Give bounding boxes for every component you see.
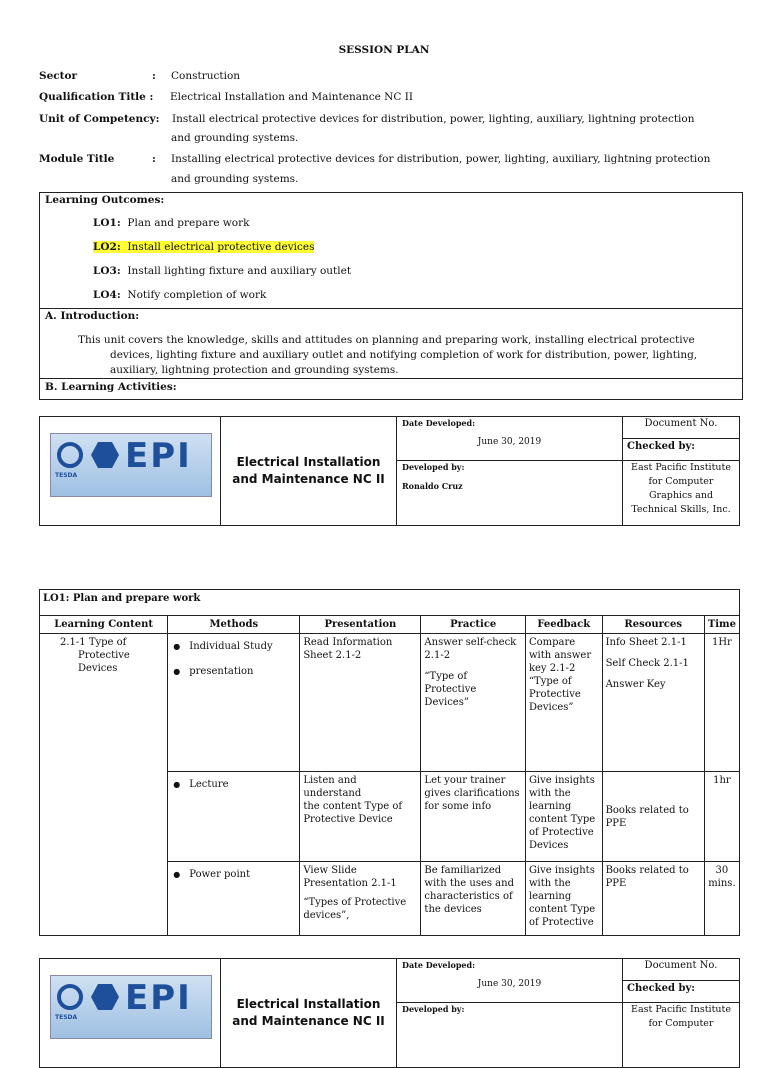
- cell-line: devices”,: [303, 910, 350, 921]
- tesda-text: TESDA: [55, 472, 78, 479]
- unit-value-line1: Install electrical protective devices for distribution, power, lighting, auxiliary, lightning protection: [172, 113, 695, 125]
- qualification-value: Electrical Installation and Maintenance NC II: [170, 91, 414, 103]
- checked-cell: [623, 1003, 740, 1068]
- cell-line: with the: [528, 878, 571, 889]
- cell-line: Be familiarized: [424, 865, 502, 876]
- logo-text: EPI: [125, 436, 192, 476]
- cell-line: Answer self-check: [424, 637, 517, 648]
- date-label: Date Developed:: [402, 418, 476, 428]
- outcome-code: LO2:: [93, 241, 121, 253]
- activities-heading: B. Learning Activities:: [45, 381, 177, 393]
- checked-cell: [623, 461, 740, 526]
- cell-line: learning: [528, 891, 572, 902]
- date-cell: [397, 959, 623, 1003]
- cell-line: of Protective: [528, 827, 594, 838]
- cell-line: mins.: [708, 878, 736, 889]
- cell-line: learning: [528, 801, 572, 812]
- cell-line: characteristics of: [424, 891, 513, 902]
- developer-cell: [397, 1003, 623, 1068]
- doc-no: Document No.: [623, 959, 739, 981]
- resources-cell: [602, 634, 704, 772]
- divider: [40, 378, 742, 379]
- sector-colon: :: [152, 70, 156, 82]
- cell-line: Devices”: [424, 697, 469, 708]
- epi-logo: [50, 975, 212, 1039]
- outcome-text: Plan and prepare work: [127, 217, 250, 229]
- tesda-text: TESDA: [55, 1014, 78, 1021]
- cell-line: Devices: [528, 840, 569, 851]
- presentation-cell: [300, 634, 421, 772]
- cell-line: Let your trainer: [424, 775, 506, 786]
- page-title: SESSION PLAN: [338, 44, 430, 56]
- cell-line: PPE: [605, 817, 627, 829]
- resources-cell: [602, 772, 704, 862]
- cell-line: “Type of Protective: [424, 671, 477, 695]
- sector-value: Construction: [171, 70, 241, 82]
- intro-line2: devices, lighting fixture and auxiliary outlet and notifying completion of work for distribution, power, lighting,: [110, 349, 698, 361]
- outcome-lo3: [93, 265, 351, 277]
- lo-table-title: LO1: Plan and prepare work: [40, 590, 740, 616]
- outcome-code: LO1:: [93, 217, 121, 229]
- outcome-text: Install electrical protective devices: [127, 241, 315, 253]
- cell-line: gives clarifications: [424, 788, 520, 799]
- spacer: [424, 662, 522, 670]
- gear-icon: [57, 442, 83, 468]
- outcome-code: LO3:: [93, 265, 121, 277]
- cell-line: for some info: [424, 801, 492, 812]
- checked-line2: for Computer: [648, 476, 714, 487]
- course-cell: [221, 417, 397, 526]
- checked-label: Checked by:: [627, 441, 695, 452]
- intro-heading: A. Introduction:: [45, 310, 140, 322]
- checked-line4: Technical Skills, Inc.: [631, 504, 731, 515]
- cell-line: Self Check 2.1-1: [605, 658, 689, 669]
- doc-no: Document No.: [623, 417, 739, 439]
- cell-line: 2.1-2: [424, 650, 451, 661]
- col-header: Methods: [168, 616, 300, 634]
- doc-header-block: [39, 416, 740, 526]
- cell-line: the content Type of: [303, 801, 403, 812]
- module-value-line2: and grounding systems.: [171, 173, 299, 185]
- checked-line1: East Pacific Institute: [631, 1004, 731, 1015]
- cell-line: of Protective: [528, 917, 594, 928]
- course-line2: and Maintenance NC II: [232, 1014, 385, 1028]
- content-line: Devices: [78, 663, 118, 674]
- method-item: ● Power point: [171, 868, 296, 881]
- cell-line: Give insights: [528, 865, 595, 876]
- cell-line: content Type: [528, 904, 596, 915]
- cell-line: Read Information: [303, 637, 393, 648]
- checked-line3: Graphics and: [648, 490, 714, 501]
- col-header: Time: [704, 616, 739, 634]
- cell-line: key 2.1-2: [528, 663, 576, 674]
- practice-cell: [421, 862, 526, 936]
- date-cell: [397, 417, 623, 461]
- cell-line: Listen and understand: [303, 775, 362, 799]
- cell-line: the devices: [424, 904, 482, 915]
- cell-line: View Slide: [303, 865, 357, 876]
- checked-line1: East Pacific Institute: [631, 462, 731, 473]
- outcome-code: LO4:: [93, 289, 121, 301]
- hexagon-icon: [91, 442, 119, 468]
- cell-line: PPE: [605, 878, 627, 889]
- cell-line: Compare: [528, 637, 576, 648]
- content-line: Protective: [78, 650, 130, 661]
- cell-line: Books related to: [605, 865, 689, 876]
- method-item: ● presentation: [171, 665, 296, 678]
- outcomes-heading: Learning Outcomes:: [45, 194, 165, 206]
- cell-line: with the: [528, 788, 571, 799]
- checked-line2: for Computer: [648, 1018, 714, 1029]
- feedback-cell: [525, 634, 602, 772]
- cell-line: Info Sheet 2.1-1: [605, 637, 687, 648]
- col-header: Practice: [421, 616, 526, 634]
- methods-cell: [168, 862, 300, 936]
- outcomes-intro-box: [39, 192, 743, 400]
- module-colon: :: [152, 153, 156, 165]
- sector-label: Sector: [39, 70, 78, 82]
- presentation-cell: [300, 862, 421, 936]
- time-cell: 1Hr: [704, 634, 739, 772]
- module-value-line1: Installing electrical protective devices for distribution, power, lighting, auxiliary, lightning protection: [171, 153, 711, 165]
- cell-line: Presentation 2.1-1: [303, 878, 397, 889]
- logo-cell: [40, 417, 221, 526]
- lo-table: [39, 589, 740, 936]
- feedback-cell: [525, 862, 602, 936]
- time-cell: [704, 862, 739, 936]
- resources-cell: [602, 862, 704, 936]
- divider: [40, 308, 742, 309]
- cell-line: Protective Device: [303, 814, 393, 825]
- time-cell: 1hr: [704, 772, 739, 862]
- cell-line: “Type of: [528, 676, 572, 687]
- cell-line: Protective: [528, 689, 581, 700]
- qualification-label: Qualification Title :: [39, 91, 154, 103]
- module-label: Module Title: [39, 153, 115, 165]
- cell-line: with answer: [528, 650, 592, 661]
- logo-text: EPI: [125, 978, 192, 1018]
- intro-line3: auxiliary, lightning protection and grounding systems.: [110, 364, 399, 376]
- checked-label: Checked by:: [627, 983, 695, 994]
- logo-cell: [40, 959, 221, 1068]
- course-cell: [221, 959, 397, 1068]
- col-header: Resources: [602, 616, 704, 634]
- date-value: June 30, 2019: [477, 979, 542, 989]
- practice-cell: [421, 634, 526, 772]
- course-line1: Electrical Installation: [236, 455, 381, 469]
- unit-label: Unit of Competency:: [39, 113, 160, 125]
- cell-line: Sheet 2.1-2: [303, 650, 362, 661]
- date-value: June 30, 2019: [477, 437, 542, 447]
- cell-line: Books related to: [605, 804, 689, 816]
- col-header: Feedback: [525, 616, 602, 634]
- cell-line: Devices”: [528, 702, 574, 713]
- course-line1: Electrical Installation: [236, 997, 381, 1011]
- doc-header-block-2: [39, 958, 740, 1068]
- outcome-text: Install lighting fixture and auxiliary outlet: [127, 265, 352, 277]
- gear-icon: [57, 984, 83, 1010]
- content-line: 2.1-1 Type of: [60, 637, 127, 648]
- feedback-cell: [525, 772, 602, 862]
- developer-label: Developed by:: [402, 1004, 465, 1014]
- outcome-lo4: [93, 289, 266, 301]
- col-header: Learning Content: [40, 616, 168, 634]
- practice-cell: [421, 772, 526, 862]
- learning-content-cell: [40, 634, 168, 936]
- date-label: Date Developed:: [402, 960, 476, 970]
- developer-value: Ronaldo Cruz: [402, 481, 463, 491]
- cell-line: “Types of Protective: [303, 897, 407, 908]
- cell-line: 30: [715, 865, 729, 876]
- cell-line: with the uses and: [424, 878, 514, 889]
- hexagon-icon: [91, 984, 119, 1010]
- unit-value-line2: and grounding systems.: [171, 132, 299, 144]
- outcome-text: Notify completion of work: [127, 289, 267, 301]
- outcome-lo2: [93, 241, 314, 253]
- cell-line: content Type: [528, 814, 596, 825]
- outcome-lo1: [93, 217, 249, 229]
- method-item: ● Individual Study: [171, 640, 296, 653]
- intro-line1: This unit covers the knowledge, skills and attitudes on planning and preparing work, installing electrical protective: [78, 334, 695, 346]
- developer-cell: [397, 461, 623, 526]
- col-header: Presentation: [300, 616, 421, 634]
- methods-cell: [168, 634, 300, 772]
- course-line2: and Maintenance NC II: [232, 472, 385, 486]
- presentation-cell: [300, 772, 421, 862]
- doc-cell: [623, 959, 740, 1003]
- method-item: ● Lecture: [171, 778, 296, 791]
- table-row: [40, 634, 740, 772]
- developer-label: Developed by:: [402, 462, 465, 472]
- cell-line: Answer Key: [605, 679, 666, 690]
- cell-line: Give insights: [528, 775, 595, 786]
- methods-cell: [168, 772, 300, 862]
- doc-cell: [623, 417, 740, 461]
- epi-logo: [50, 433, 212, 497]
